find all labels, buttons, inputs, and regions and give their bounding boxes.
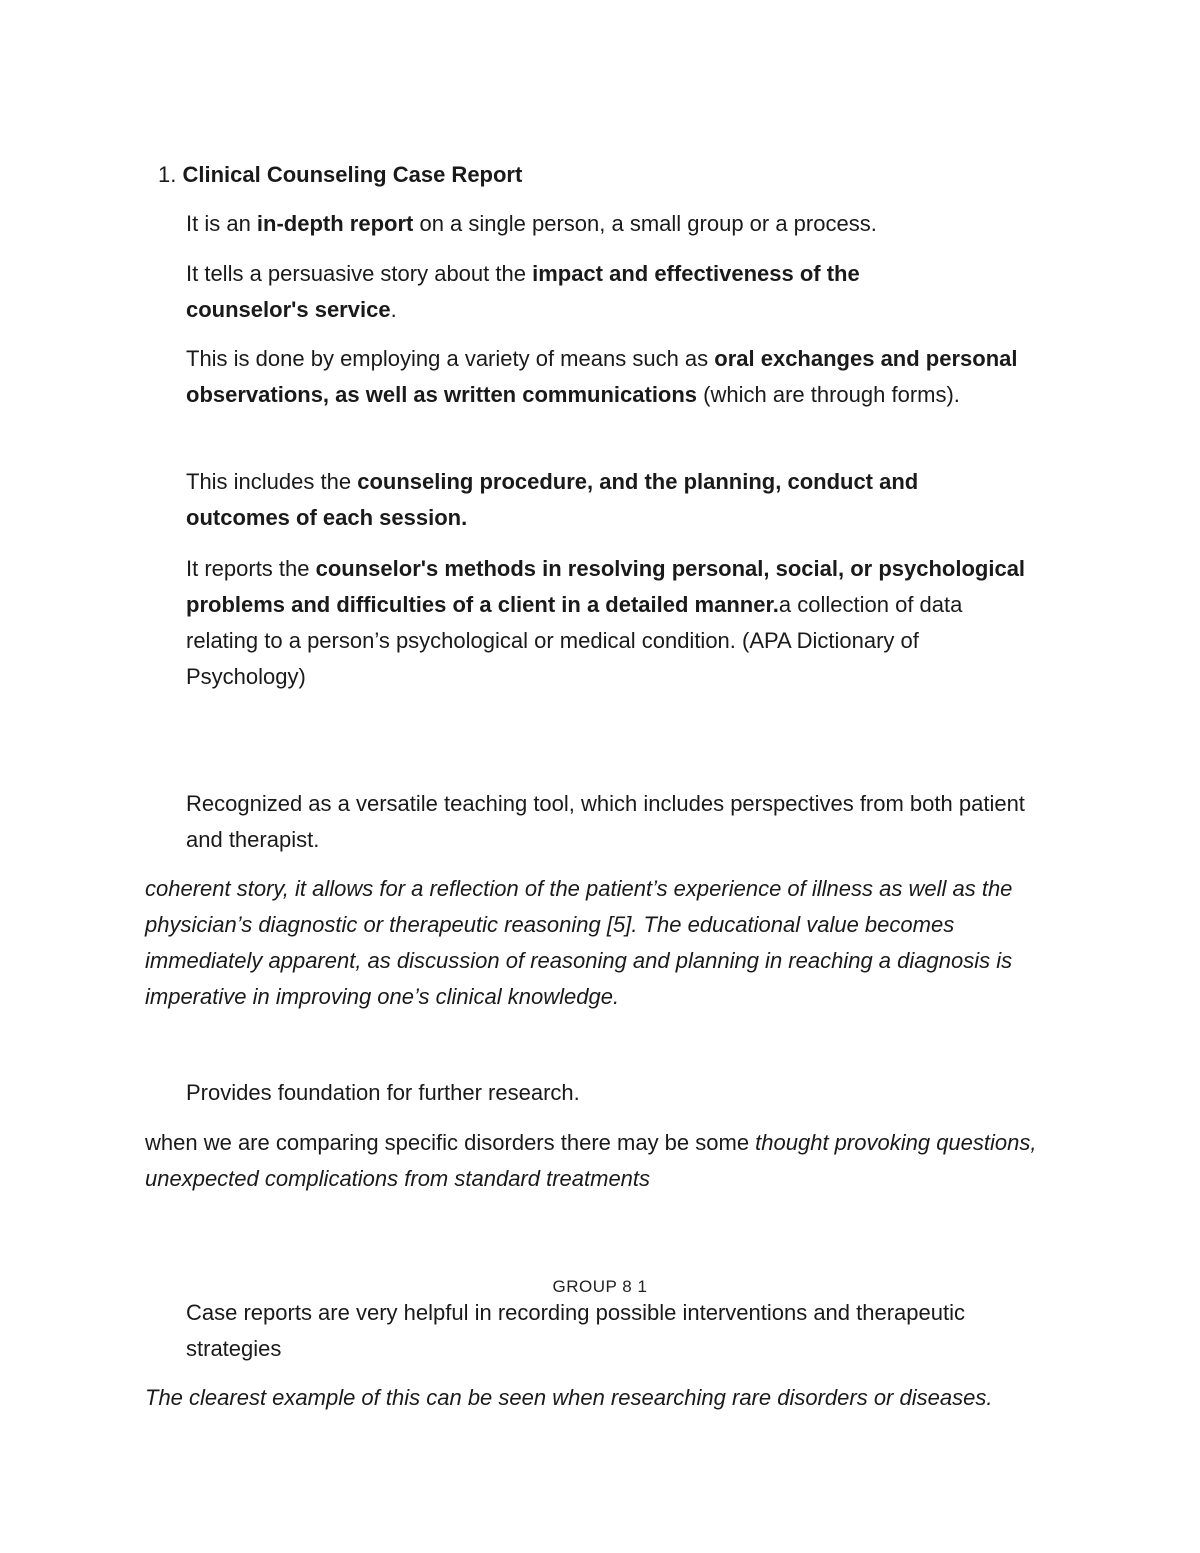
paragraph-means [186, 341, 1036, 413]
text-run: It tells a persuasive story about the [186, 261, 533, 286]
text-run: (which are through forms). [697, 382, 960, 407]
quote-rare-disorders [145, 1380, 995, 1416]
paragraph-foundation [186, 1075, 1036, 1111]
text-run: on a single person, a small group or a process. [413, 211, 877, 236]
text-run: Provides foundation for further research. [186, 1080, 580, 1105]
paragraph-procedure [186, 464, 1006, 536]
text-run: It is an [186, 211, 257, 236]
paragraph-persuasive-story [186, 256, 976, 328]
text-run: when we are comparing specific disorders there may be some [145, 1130, 756, 1155]
paragraph-methods [186, 551, 1036, 695]
paragraph-case-reports-helpful [186, 1295, 986, 1367]
text-run: a collection of data relating to a person’s psychological or medical condition. (APA Dictionary of Psychology) [186, 592, 963, 689]
bold-run: oral exchanges and personal observations, as well as written communications [186, 346, 1018, 407]
bold-run: in-depth report [256, 211, 414, 236]
text-run: This includes the [186, 469, 358, 494]
page-footer: GROUP 8 1 [552, 1277, 648, 1296]
text-run: It reports the [186, 556, 316, 581]
text-run: Case reports are very helpful in recording possible interventions and therapeutic strategies [186, 1300, 965, 1361]
section-heading [158, 157, 522, 193]
paragraph-in-depth-report [186, 206, 1036, 242]
italic-run: The clearest example of this can be seen when researching rare disorders or diseases. [145, 1385, 993, 1410]
text-run: This is done by employing a variety of means such as [186, 346, 715, 371]
italic-run: thought provoking questions, unexpected complications from standard treatments [145, 1130, 1037, 1191]
bold-run: impact and effectiveness of the counselor's service [186, 261, 860, 322]
text-run: . [390, 297, 397, 322]
paragraph-comparing-disorders [145, 1125, 1065, 1197]
bold-run: counseling procedure, and the planning, conduct and outcomes of each session. [186, 469, 919, 530]
heading-number: 1. [158, 162, 177, 187]
text-run: Recognized as a versatile teaching tool, which includes perspectives from both patient and therapist. [186, 791, 1025, 852]
bold-run: counselor's methods in resolving personal, social, or psychological problems and difficulties of a client in a detailed manner. [186, 556, 1026, 617]
paragraph-teaching-tool [186, 786, 1036, 858]
italic-run: coherent story, it allows for a reflection of the patient’s experience of illness as well as the physician’s diagnostic or therapeutic reasoning [5]. The educational value becomes immediately apparent, as discussion of reasoning and planning in reaching a diagnosis is imperative in improving one’s clinical knowledge. [145, 876, 1013, 1009]
quote-coherent-story [145, 871, 1065, 1015]
heading-title: Clinical Counseling Case Report [182, 162, 523, 187]
